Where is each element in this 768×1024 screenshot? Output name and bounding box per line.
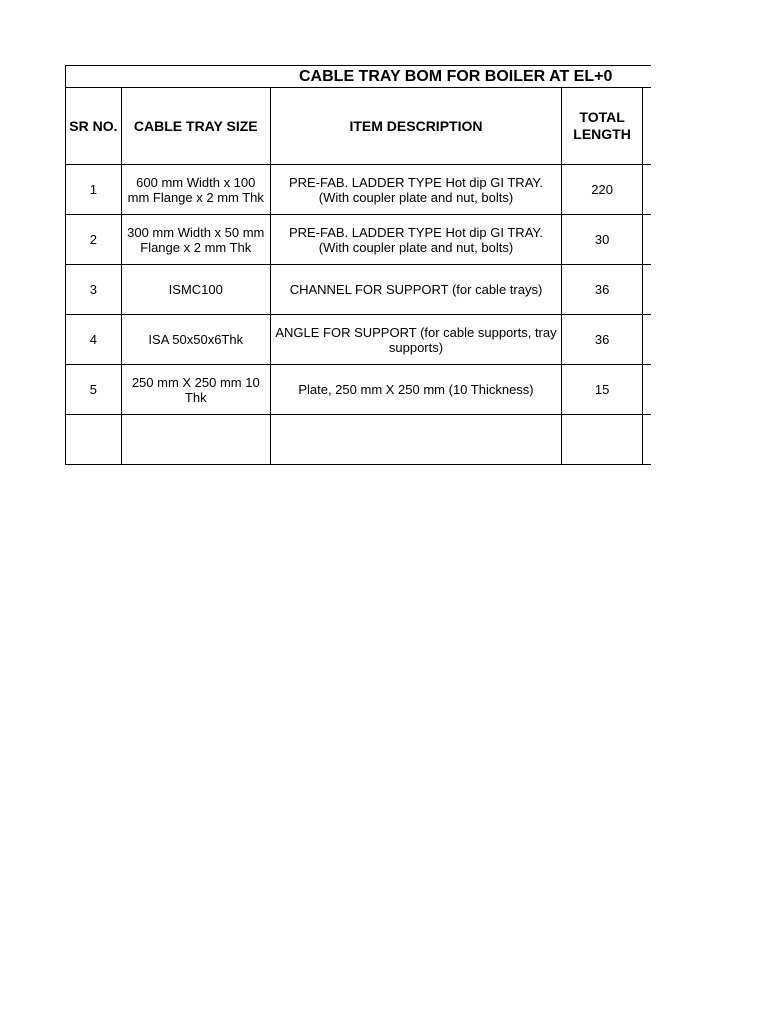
header-cable-tray-size: CABLE TRAY SIZE xyxy=(121,88,270,165)
cell-sr-no: 3 xyxy=(66,265,122,315)
cell-extra xyxy=(642,315,651,365)
cell-extra xyxy=(642,215,651,265)
cell-total-length: 30 xyxy=(562,215,643,265)
cell-extra xyxy=(642,165,651,215)
cell-total-length: 36 xyxy=(562,315,643,365)
table-row xyxy=(66,365,652,415)
cell-item-description: PRE-FAB. LADDER TYPE Hot dip GI TRAY. (With coupler plate and nut, bolts) xyxy=(270,165,562,215)
header-item-description: ITEM DESCRIPTION xyxy=(270,88,562,165)
table-row xyxy=(66,415,652,465)
cell-cable-tray-size: 250 mm X 250 mm 10 Thk xyxy=(121,365,270,415)
cell-item-description xyxy=(270,415,562,465)
cell-cable-tray-size: 600 mm Width x 100 mm Flange x 2 mm Thk xyxy=(121,165,270,215)
cell-item-description: PRE-FAB. LADDER TYPE Hot dip GI TRAY. (With coupler plate and nut, bolts) xyxy=(270,215,562,265)
cell-total-length: 15 xyxy=(562,365,643,415)
cell-sr-no xyxy=(66,415,122,465)
cell-total-length: 220 xyxy=(562,165,643,215)
table-title: CABLE TRAY BOM FOR BOILER AT EL+0 xyxy=(66,66,652,88)
table-row xyxy=(66,315,652,365)
header-total-length: TOTAL LENGTH xyxy=(562,88,643,165)
cable-tray-bom-table xyxy=(65,65,651,465)
cell-item-description: ANGLE FOR SUPPORT (for cable supports, tray supports) xyxy=(270,315,562,365)
title-row xyxy=(66,66,652,88)
cell-extra xyxy=(642,415,651,465)
cell-total-length: 36 xyxy=(562,265,643,315)
table-row xyxy=(66,265,652,315)
header-extra-cell xyxy=(642,88,651,165)
spreadsheet-sheet xyxy=(65,65,651,465)
cell-item-description: Plate, 250 mm X 250 mm (10 Thickness) xyxy=(270,365,562,415)
cell-sr-no: 4 xyxy=(66,315,122,365)
cell-item-description: CHANNEL FOR SUPPORT (for cable trays) xyxy=(270,265,562,315)
header-row xyxy=(66,88,652,165)
cell-extra xyxy=(642,365,651,415)
table-row xyxy=(66,215,652,265)
cell-extra xyxy=(642,265,651,315)
cell-cable-tray-size: ISMC100 xyxy=(121,265,270,315)
cell-cable-tray-size: ISA 50x50x6Thk xyxy=(121,315,270,365)
table-row xyxy=(66,165,652,215)
cell-sr-no: 1 xyxy=(66,165,122,215)
cell-sr-no: 2 xyxy=(66,215,122,265)
cell-total-length xyxy=(562,415,643,465)
header-sr-no: SR NO. xyxy=(66,88,122,165)
cell-cable-tray-size xyxy=(121,415,270,465)
cell-cable-tray-size: 300 mm Width x 50 mm Flange x 2 mm Thk xyxy=(121,215,270,265)
cell-sr-no: 5 xyxy=(66,365,122,415)
